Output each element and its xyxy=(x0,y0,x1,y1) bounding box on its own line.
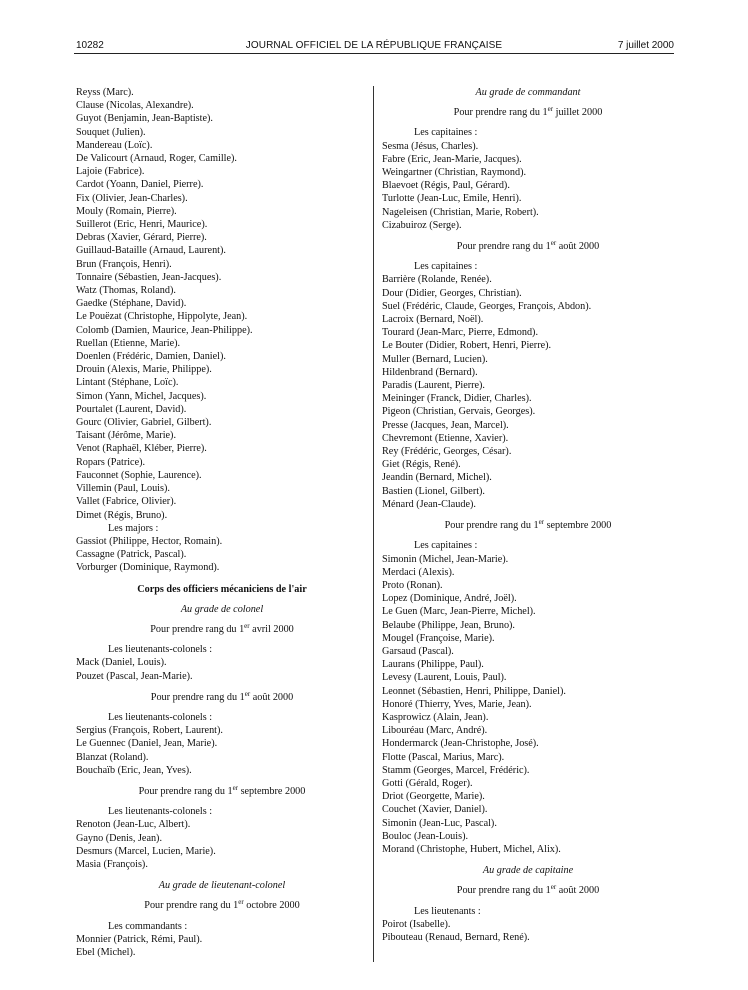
name-entry: Guillaud-Bataille (Arnaud, Laurent). xyxy=(76,245,226,257)
name-entry: Brun (François, Henri). xyxy=(76,258,172,270)
name-entry: Le Guennec (Daniel, Jean, Marie). xyxy=(76,738,218,750)
name-entry: Fix (Olivier, Jean-Charles). xyxy=(76,192,188,204)
ordinal-suffix: er xyxy=(550,883,557,892)
spacer xyxy=(382,232,674,240)
name-entry: Bouchaïb (Eric, Jean, Yves). xyxy=(76,764,192,776)
name-entry: Hildenbrand (Bernard). xyxy=(382,366,478,378)
grade-heading: Au grade de colonel xyxy=(180,603,264,615)
group-label: Les capitaines : xyxy=(414,261,478,273)
page-number: 10282 xyxy=(76,40,104,51)
name-entry: Venot (Raphaël, Kléber, Pierre). xyxy=(76,443,207,455)
name-entry: Simonin (Jean-Luc, Pascal). xyxy=(382,817,497,829)
ordinal-suffix: er xyxy=(538,518,545,527)
name-entry: Fauconnet (Sophie, Laurence). xyxy=(76,469,202,481)
name-entry: Le Bouter (Didier, Robert, Henri, Pierre). xyxy=(382,340,552,352)
section-heading xyxy=(76,899,368,912)
heading-text: Pour prendre rang du 1 xyxy=(444,520,539,532)
name-entry: De Valicourt (Arnaud, Roger, Camille). xyxy=(76,153,237,165)
rank-section xyxy=(382,240,674,519)
name-entry: Kasprowicz (Alain, Jean). xyxy=(382,711,489,723)
name-entry: Chevremont (Etienne, Xavier). xyxy=(382,432,509,444)
name-entry: Ebel (Michel). xyxy=(76,946,136,958)
name-entry: Tonnaire (Sébastien, Jean-Jacques). xyxy=(76,271,222,283)
name-entry: Souquet (Julien). xyxy=(76,126,146,138)
spacer xyxy=(382,511,674,519)
rank-section xyxy=(382,884,674,944)
name-entry: Colomb (Damien, Maurice, Jean-Philippe). xyxy=(76,324,253,336)
name-entry: Turlotte (Jean-Luc, Emile, Henri). xyxy=(382,193,522,205)
name-entry: Suel (Frédéric, Claude, Georges, François, Abdon). xyxy=(382,300,592,312)
name-entry: Guyot (Benjamin, Jean-Baptiste). xyxy=(76,113,213,125)
name-entry: Paradis (Laurent, Pierre). xyxy=(382,380,485,392)
name-entry: Proto (Ronan). xyxy=(382,579,443,591)
name-entry: Sesma (Jésus, Charles). xyxy=(382,140,479,152)
name-entry: Libouréau (Marc, André). xyxy=(382,725,488,737)
name-entry: Drouin (Alexis, Marie, Philippe). xyxy=(76,364,212,376)
ordinal-suffix: er xyxy=(232,783,239,792)
name-entry: Muller (Bernard, Lucien). xyxy=(382,353,488,365)
name-entry: Tourard (Jean-Marc, Pierre, Edmond). xyxy=(382,327,539,339)
ordinal-suffix: er xyxy=(244,621,250,630)
name-entry: Leonnet (Sébastien, Henri, Philippe, Daniel). xyxy=(382,685,566,697)
spacer xyxy=(76,704,368,711)
spacer xyxy=(382,253,674,260)
name-entry: Clause (Nicolas, Alexandre). xyxy=(76,100,194,112)
name-entry: Laurans (Philippe, Paul). xyxy=(382,659,484,671)
rank-section xyxy=(76,691,368,785)
header-rule xyxy=(74,53,674,54)
name-entry: Cizabuiroz (Serge). xyxy=(382,219,462,231)
heading-date: avril 2000 xyxy=(249,623,294,635)
section-heading xyxy=(382,884,674,897)
publication-date: 7 juillet 2000 xyxy=(617,40,674,51)
name-entry: Hondermarck (Jean-Christophe, José). xyxy=(382,738,539,750)
name-entry: Meininger (Franck, Didier, Charles). xyxy=(382,393,532,405)
section-heading xyxy=(382,106,674,119)
name-entry: Blanzat (Roland). xyxy=(76,751,149,763)
ordinal-suffix: er xyxy=(550,239,557,248)
grade-heading: Au grade de commandant xyxy=(475,87,581,98)
heading-date: septembre 2000 xyxy=(238,785,306,797)
group-label: Les lieutenants-colonels : xyxy=(108,711,213,723)
name-entry: Vorburger (Dominique, Raymond). xyxy=(76,562,220,574)
spacer xyxy=(382,119,674,126)
spacer xyxy=(76,683,368,691)
name-entry: Lajoie (Fabrice). xyxy=(76,166,145,178)
name-entry: Giet (Régis, René). xyxy=(382,459,461,471)
name-entry: Gaedke (Stéphane, David). xyxy=(76,298,187,310)
name-entry: Driot (Georgette, Marie). xyxy=(382,791,485,803)
name-entry: Mouly (Romain, Pierre). xyxy=(76,205,177,217)
heading-date: juillet 2000 xyxy=(553,107,603,119)
name-entry: Simon (Yann, Michel, Jacques). xyxy=(76,390,207,402)
name-entry: Couchet (Xavier, Daniel). xyxy=(382,804,488,816)
heading-date: août 2000 xyxy=(556,885,600,897)
name-entry: Blaevoet (Régis, Paul, Gérard). xyxy=(382,180,510,192)
group-label: Les lieutenants-colonels : xyxy=(108,806,213,818)
name-entry: Vallet (Fabrice, Olivier). xyxy=(76,496,177,508)
heading-date: août 2000 xyxy=(250,691,294,703)
name-entry: Watz (Thomas, Roland). xyxy=(76,285,176,297)
section-heading xyxy=(382,519,674,532)
name-entry: Ruellan (Etienne, Marie). xyxy=(76,337,181,349)
heading-text: Pour prendre rang du 1 xyxy=(453,107,548,119)
name-entry: Jeandin (Bernard, Michel). xyxy=(382,472,492,484)
name-list xyxy=(76,86,368,522)
group-label: Les commandants : xyxy=(108,920,188,932)
name-entry: Monnier (Patrick, Rémi, Paul). xyxy=(76,933,203,945)
group-label: Les lieutenants : xyxy=(414,905,481,917)
group-label: Les lieutenants-colonels : xyxy=(108,644,213,656)
name-entry: Flotte (Pascal, Marius, Marc). xyxy=(382,751,505,763)
name-entry: Debras (Xavier, Gérard, Pierre). xyxy=(76,232,207,244)
grade-heading: Au grade de capitaine xyxy=(482,865,574,877)
journal-title: JOURNAL OFFICIEL DE LA RÉPUBLIQUE FRANÇAISE xyxy=(245,40,503,51)
spacer xyxy=(382,532,674,539)
name-entry: Poirot (Isabelle). xyxy=(382,918,451,930)
name-entry: Nageleisen (Christian, Marie, Robert). xyxy=(382,206,539,218)
name-list xyxy=(76,535,368,575)
heading-text: Pour prendre rang du 1 xyxy=(456,241,551,253)
section-heading xyxy=(382,240,674,253)
heading-text: Pour prendre rang du 1 xyxy=(138,785,233,797)
rank-section xyxy=(76,899,368,959)
name-entry: Le Guen (Marc, Jean-Pierre, Michel). xyxy=(382,606,536,618)
section-heading xyxy=(76,623,368,636)
name-entry: Merdaci (Alexis). xyxy=(382,566,455,578)
rank-section xyxy=(382,519,674,864)
name-entry: Ropars (Patrice). xyxy=(76,456,146,468)
name-entry: Gassiot (Philippe, Hector, Romain). xyxy=(76,535,223,547)
ordinal-suffix: er xyxy=(238,898,244,907)
spacer xyxy=(382,898,674,905)
name-entry: Simonin (Michel, Jean-Marie). xyxy=(382,553,509,565)
rank-section xyxy=(76,785,368,879)
name-entry: Fabre (Eric, Jean-Marie, Jacques). xyxy=(382,153,522,165)
name-entry: Gayno (Denis, Jean). xyxy=(76,832,163,844)
name-entry: Taisant (Jérôme, Marie). xyxy=(76,430,176,442)
section-heading xyxy=(76,785,368,798)
name-entry: Reyss (Marc). xyxy=(76,87,134,98)
heading-text: Pour prendre rang du 1 xyxy=(150,623,245,635)
heading-date: septembre 2000 xyxy=(544,520,612,532)
name-entry: Dour (Didier, Georges, Christian). xyxy=(382,287,522,299)
name-entry: Gourc (Olivier, Gabriel, Gilbert). xyxy=(76,417,212,429)
spacer xyxy=(382,856,674,864)
grade-heading: Au grade de lieutenant-colonel xyxy=(158,880,286,892)
heading-text: Pour prendre rang du 1 xyxy=(150,691,245,703)
spacer xyxy=(76,913,368,920)
group-label: Les majors : xyxy=(108,522,159,534)
ordinal-suffix: er xyxy=(244,689,251,698)
name-entry: Belaube (Philippe, Jean, Bruno). xyxy=(382,619,515,631)
name-entry: Le Pouëzat (Christophe, Hippolyte, Jean). xyxy=(76,311,248,323)
heading-date: août 2000 xyxy=(556,241,600,253)
name-entry: Morand (Christophe, Hubert, Michel, Alix). xyxy=(382,843,561,855)
name-entry: Rey (Frédéric, Georges, César). xyxy=(382,446,512,458)
name-entry: Weingartner (Christian, Raymond). xyxy=(382,167,527,179)
name-entry: Ménard (Jean-Claude). xyxy=(382,498,476,510)
name-entry: Pigeon (Christian, Gervais, Georges). xyxy=(382,406,536,418)
name-entry: Garsaud (Pascal). xyxy=(382,645,454,657)
name-entry: Sergius (François, Robert, Laurent). xyxy=(76,725,223,737)
name-entry: Desmurs (Marcel, Lucien, Marie). xyxy=(76,845,216,857)
heading-text: Pour prendre rang du 1 xyxy=(456,885,551,897)
name-entry: Pibouteau (Renaud, Bernard, René). xyxy=(382,931,530,943)
spacer xyxy=(76,636,368,643)
group-label: Les capitaines : xyxy=(414,127,478,139)
name-entry: Pouzet (Pascal, Jean-Marie). xyxy=(76,670,193,682)
heading-date: octobre 2000 xyxy=(243,900,300,912)
name-entry: Lacroix (Bernard, Noël). xyxy=(382,314,484,326)
name-entry: Stamm (Georges, Marcel, Frédéric). xyxy=(382,764,530,776)
name-entry: Barrière (Rolande, Renée). xyxy=(382,274,492,286)
page-header xyxy=(0,0,748,60)
section-heading xyxy=(76,691,368,704)
name-entry: Cardot (Yoann, Daniel, Pierre). xyxy=(76,179,204,191)
heading-text: Pour prendre rang du 1 xyxy=(144,900,239,912)
name-entry: Lintant (Stéphane, Loïc). xyxy=(76,377,179,389)
name-entry: Mougel (Françoise, Marie). xyxy=(382,632,495,644)
spacer xyxy=(76,798,368,805)
name-entry: Doenlen (Frédéric, Damien, Daniel). xyxy=(76,351,226,363)
rank-section xyxy=(382,106,674,240)
corps-heading: Corps des officiers mécaniciens de l'air xyxy=(137,583,307,595)
name-entry: Villemin (Paul, Louis). xyxy=(76,483,170,495)
name-entry: Masia (François). xyxy=(76,858,148,870)
name-entry: Cassagne (Patrick, Pascal). xyxy=(76,549,187,561)
spacer xyxy=(76,777,368,785)
name-entry: Gotti (Gérald, Roger). xyxy=(382,777,473,789)
name-entry: Suillerot (Eric, Henri, Maurice). xyxy=(76,219,208,231)
name-entry: Mandereau (Loïc). xyxy=(76,139,153,151)
name-entry: Mack (Daniel, Louis). xyxy=(76,657,167,669)
name-entry: Lopez (Dominique, André, Joël). xyxy=(382,593,517,605)
rank-section xyxy=(76,623,368,691)
left-column xyxy=(76,86,368,959)
name-entry: Honoré (Thierry, Yves, Marie, Jean). xyxy=(382,698,532,710)
spacer xyxy=(76,871,368,879)
name-entry: Pourtalet (Laurent, David). xyxy=(76,403,187,415)
right-column xyxy=(382,86,674,944)
name-entry: Bouloc (Jean-Louis). xyxy=(382,830,469,842)
name-entry: Dimet (Régis, Bruno). xyxy=(76,509,168,521)
name-entry: Presse (Jacques, Jean, Marcel). xyxy=(382,419,509,431)
name-entry: Bastien (Lionel, Gilbert). xyxy=(382,485,485,497)
ordinal-suffix: er xyxy=(547,105,554,114)
name-entry: Renoton (Jean-Luc, Albert). xyxy=(76,819,191,831)
name-entry: Levesy (Laurent, Louis, Paul). xyxy=(382,672,507,684)
column-divider xyxy=(373,86,374,962)
group-label: Les capitaines : xyxy=(414,540,478,552)
